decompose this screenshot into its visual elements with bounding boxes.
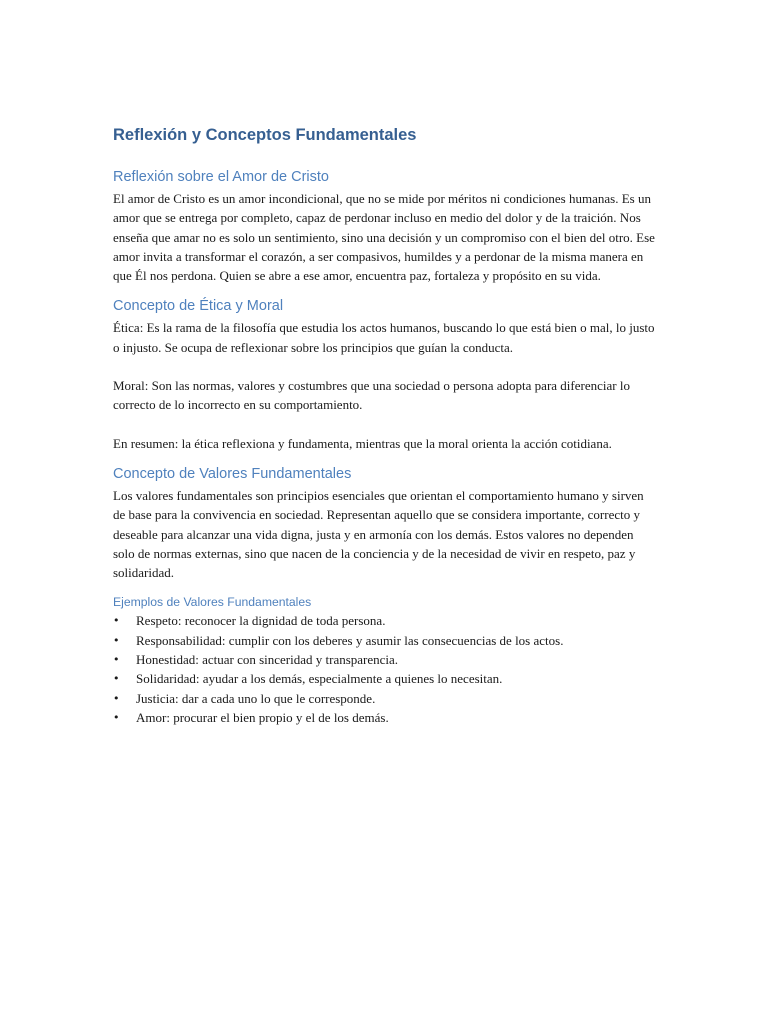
section-heading-etica-moral: Concepto de Ética y Moral bbox=[113, 298, 284, 315]
bullet-icon: • bbox=[113, 691, 120, 705]
list-item bbox=[113, 708, 658, 727]
paragraph-etica: Ética: Es la rama de la filosofía que estudia los actos humanos, buscando lo que está bien o mal, lo justo o injusto. Se ocupa de reflexionar sobre los principios que guían la conducta. bbox=[113, 320, 655, 355]
subsection-heading-ejemplos: Ejemplos de Valores Fundamentales bbox=[113, 595, 312, 610]
list-item-text: Responsabilidad: cumplir con los deberes y asumir las consecuencias de los actos. bbox=[136, 632, 564, 648]
bullet-icon: • bbox=[113, 710, 120, 724]
list-item bbox=[113, 669, 658, 688]
bullet-icon: • bbox=[113, 653, 120, 667]
paragraph-amor-de-cristo: El amor de Cristo es un amor incondicional, que no se mide por méritos ni condiciones humanas. Es un amor que se entrega por completo, capaz de perdonar incluso en medio del dolor y de la traición. Nos enseña que amar no es solo un sentimiento, sino una decisión y un compromiso con el bien del otro. Ese amor invita a transformar el corazón, a ser compasivos, humildes y a perdonar de la misma manera en que Él nos perdona. Quien se abre a ese amor, encuentra paz, fortaleza y propósito en su vida. bbox=[113, 191, 655, 284]
list-item-text: Justicia: dar a cada uno lo que le corresponde. bbox=[136, 690, 376, 706]
list-item bbox=[113, 611, 658, 630]
paragraph-moral: Moral: Son las normas, valores y costumbres que una sociedad o persona adopta para diferenciar lo correcto de lo incorrecto en su comportamiento. bbox=[113, 378, 630, 413]
list-item bbox=[113, 689, 658, 708]
values-bullet-list bbox=[113, 611, 658, 727]
list-item bbox=[113, 631, 658, 650]
paragraph-spacer bbox=[113, 357, 658, 376]
section-heading-valores: Concepto de Valores Fundamentales bbox=[113, 465, 352, 482]
paragraph-valores: Los valores fundamentales son principios esenciales que orientan el comportamiento humano y sirven de base para la convivencia en sociedad. Representan aquello que se considera importante, correcto y deseable para alcanzar una vida digna, justa y en armonía con los demás. Estos valores no dependen solo de normas externas, sino que nacen de la conciencia y de la necesidad de vivir en respeto, paz y solidaridad. bbox=[113, 487, 644, 581]
bullet-icon: • bbox=[113, 633, 120, 647]
bullet-icon: • bbox=[113, 672, 120, 686]
paragraph-spacer bbox=[113, 415, 658, 434]
section-heading-amor-de-cristo: Reflexión sobre el Amor de Cristo bbox=[113, 169, 329, 185]
bullet-icon: • bbox=[113, 614, 120, 628]
document-title: Reflexión y Conceptos Fundamentales bbox=[113, 126, 417, 144]
list-item-text: Solidaridad: ayudar a los demás, especialmente a quienes lo necesitan. bbox=[136, 671, 503, 687]
document-page bbox=[113, 122, 658, 727]
list-item bbox=[113, 650, 658, 669]
list-item-text: Respeto: reconocer la dignidad de toda persona. bbox=[136, 613, 386, 629]
list-item-text: Honestidad: actuar con sinceridad y transparencia. bbox=[136, 652, 399, 668]
paragraph-resumen: En resumen: la ética reflexiona y fundamenta, mientras que la moral orienta la acción cotidiana. bbox=[113, 435, 612, 451]
list-item-text: Amor: procurar el bien propio y el de los demás. bbox=[136, 709, 389, 725]
